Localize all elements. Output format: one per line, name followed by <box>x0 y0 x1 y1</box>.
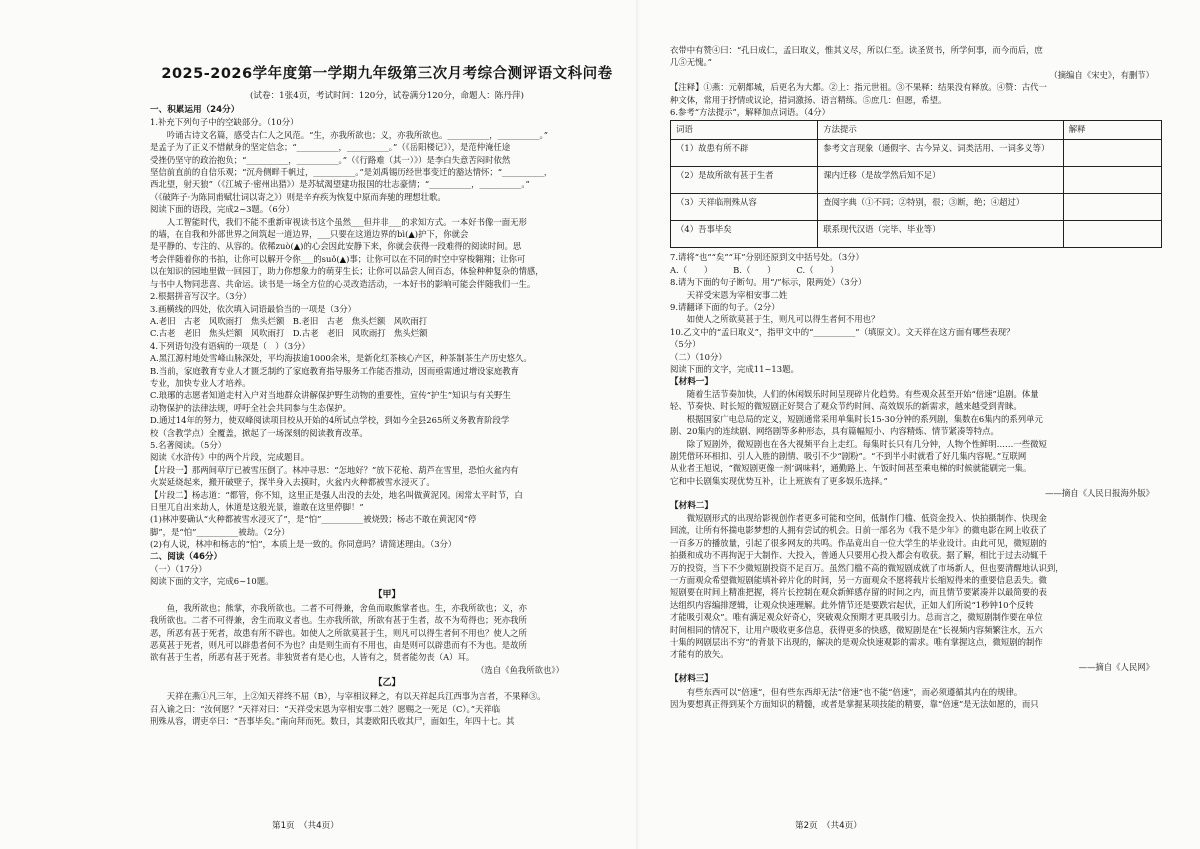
text-line: 3.画横线的四处，依次填入词语最恰当的一项是（3分） <box>150 303 356 314</box>
text-line: (2)有人说，林冲和杨志的“怕”，本质上是一致的。你同意吗？请简述理由。（3分） <box>150 539 457 550</box>
text-line: 衣带中有赞④曰：“孔曰成仁，孟曰取义，惟其义尽，所以仁至。读圣贤书，所学何事，而今而后，庶 <box>670 45 1043 55</box>
method-table-row <box>671 167 1162 194</box>
text-line: C.琅琊的志愿者知道走村入户对当地群众讲解保护野生动物的重要性，宣传“护生”知识与有关野生 <box>150 390 511 401</box>
section-heading: 二、阅读（46分） <box>150 551 223 562</box>
method-table-header-cell: 方法提示 <box>818 121 1064 140</box>
text-line: 刑殊从容，谓吏卒曰：“吾事毕矣。”南向拜而死。数日，其妻欧阳氏收其尸，面如生，年四十七。其 <box>150 716 515 727</box>
text-line: 动物保护的法律法规，呼吁全社会共同参与生态保护。 <box>150 402 351 413</box>
text-line: 【片段一】那两间草厅已被雪压倒了。林冲寻思：“怎地好？”放下花枪、葫芦在雪里，恐怕火盆内有 <box>150 464 519 475</box>
method-table-answer-cell[interactable] <box>1063 194 1161 221</box>
text-line: 召入谕之曰：“汝何愿？”天祥对曰：“天祥受宋恩为宰相安事二姓？愿赐之一死足（C）。”天祥临 <box>150 703 501 714</box>
text-line: （一）（17分） <box>150 564 207 575</box>
text-line: 考会伴随着你的书拍，让你可以解开令你___的suǒ(▲)事；让你可以在不同的时空中穿梭翱翔；让你可 <box>150 253 526 264</box>
text-line: 恶，所恶有甚于死者，故患有所不辟也。如使人之所欲莫甚于生，则凡可以得生者何不用也？使人之所 <box>150 627 527 638</box>
method-table-header-cell: 词语 <box>671 121 818 140</box>
method-table-cell: 查阅字典（①不同；②特别，很；③断，绝；④超过） <box>818 194 1064 221</box>
page-2-content-bottom <box>670 251 1162 710</box>
text-line: （5分） <box>670 339 701 350</box>
text-line: 根据国家广电总局的定义，短剧通常采用单集时长15-30分钟的系列剧，集数在6集内的系列单元 <box>670 413 1043 424</box>
text-line: 才能吸引观众”。唯有满足观众好奇心，突破观众预期才更具吸引力。总而言之，微短剧制作要在单位 <box>670 612 1043 623</box>
text-line: 【片段二】杨志道：“都管，你不知，这里正是强人出没的去处，地名叫做黄泥冈。闲常太平时节，白 <box>150 489 523 500</box>
text-line: 一方面观众希望微短剧能填补碎片化的时间，另一方面观众不愿将载片长缩短得来的重要信息丢失。微 <box>670 575 1047 585</box>
section-heading: 【材料二】 <box>670 500 713 511</box>
text-line: 拍摄和成功不再拘泥于大制作、大投入，普通人只要用心投入都会有收获。据了解，相比于过去动辄千 <box>670 550 1047 561</box>
text-line: 4.下列语句没有语病的一项是（ ）（3分） <box>150 340 310 351</box>
text-line: 鱼，我所欲也；熊掌，亦我所欲也。二者不可得兼，舍鱼而取熊掌者也。生，亦我所欲也；义，亦 <box>150 602 527 613</box>
method-table-row <box>671 140 1162 167</box>
section-heading: 【材料一】 <box>670 376 713 387</box>
page-1-content <box>150 104 624 728</box>
text-line: 万的投资，当下不少微短剧投资不足百万。虽然门槛不高的微短剧成就了市场新人，但也要清醒地认识到， <box>670 562 1064 573</box>
text-line: 西北望，射天狼”（《江城子·密州出猎》）是苏轼渴望建功报国的壮志豪情；“__________，__________。” <box>150 179 530 190</box>
method-table-cell: 联系现代汉语（完毕、毕业等） <box>818 221 1064 248</box>
text-line: 人工智能时代，我们不能不重新审视读书这个虽然___但并非___的求知方式。一本好书像一面无形 <box>150 216 527 227</box>
text-line: 9.请翻译下面的句子。（2分） <box>670 302 780 313</box>
method-table-cell: 参考文言现象（通假字、古今异义、词类活用、一词多义等） <box>818 140 1064 167</box>
section-heading: 【材料三】 <box>670 674 713 685</box>
method-table-cell: （4）吾事毕矣 <box>671 221 818 248</box>
text-line: 日里兀自出来劫人，休道是这般光景，谁敢在这里停脚！” <box>150 502 364 512</box>
method-table-row <box>671 221 1162 248</box>
page-2-footer: 第2页 （共4页） <box>795 821 862 831</box>
text-line: 因为要想真正得到某个方面知识的精髓，或者是掌握某项技能的精要，靠“倍速”是无法如愿的，而只 <box>670 699 1039 710</box>
method-table-header <box>671 121 1162 140</box>
text-line: 欲有甚于生者，所恶有甚于死者。非独贤者有是心也，人皆有之，贤者能勿丧（A）耳。 <box>150 652 475 663</box>
text-line: 十集的网剧层出不穷”的背景下出现的，解决的是观众快速观影的需求。唯有掌握这点，微短剧的制作 <box>670 637 1043 648</box>
text-line: A.黑江源村地处雪峰山脉深处，平均海拔逾1000余米，是新化红茶核心产区，种茶制茶生产历史悠久。 <box>150 353 532 364</box>
exam-subtitle: (试卷：1张4页，考试时间：120分，试卷满分120分，命题人：陈丹萍) <box>250 91 524 101</box>
text-line: A.老旧 古老 风吹雨打 焦头烂额 B.老旧 古老 焦头烂额 风吹雨打 <box>150 315 428 326</box>
text-line: 吟诵古诗文名篇，感受古仁人之风范。“生，亦我所欲也；义，亦我所欲也。__________，__________。” <box>150 129 548 140</box>
text-line: 的墙，在自我和外部世界之间筑起一道边界，___只要在这道边界的bì(▲)护下，你就会 <box>150 229 469 240</box>
text-line: 微短剧形式的出现给影视创作者更多可能和空间，低制作门槛、低资金投入、快拍摄制作、快现金 <box>670 512 1047 523</box>
text-line: 回流，让所有怀揣电影梦想的人拥有尝试的机会。日前一部名为《我不是少年》的微电影在网上收获了 <box>670 525 1047 536</box>
source-note: （选自《鱼我所欲也》） <box>476 664 564 675</box>
passage-marker: 【甲】 <box>373 589 401 600</box>
text-line: 剧、20集内的连续剧、网络剧等多种形态，具有篇幅短小、内容精炼、情节紧凑等特点。 <box>670 426 999 437</box>
text-line: 专业，加快专业人才培养。 <box>150 377 251 388</box>
text-line: 几⑤无愧。” <box>670 57 712 68</box>
text-line: 脚”，是“怕”__________被劫。（2分） <box>150 526 290 537</box>
source-note: ——摘自《人民日报海外版》 <box>1045 488 1154 499</box>
text-line: 达组织内容编排逻辑，让观众快速理解。此外情节还是要跌宕起伏，正如人们所说“1秒钟10个反转 <box>670 599 1034 610</box>
text-line: 10.乙文中的“孟曰取义”，指甲文中的“__________”（填原文）。文天祥在这方面有哪些表现？ <box>670 326 1015 337</box>
text-line: 6.参考“方法提示”，解释加点词语。（4分） <box>670 107 831 118</box>
exam-title: 2025-2026学年度第一学期九年级第三次月考综合测评语文科问卷 <box>161 66 613 82</box>
text-line: 与书中人物同悲喜、共命运。读书是一场全方位的心灵改造活动，一本好书的影响可能会伴随我们一生。 <box>150 278 536 289</box>
text-line: （二）（10分） <box>670 351 727 362</box>
text-line: 阅读下面的文字，完成6~10题。 <box>150 576 274 587</box>
method-table <box>670 120 1162 248</box>
text-line: 【注释】①燕：元朝都城，后更名为大都。②上：指元世祖。③不果释：结果没有释放。④赞：古代一 <box>670 82 1047 93</box>
method-table-cell: （2）是故所欲有甚于生者 <box>671 167 818 194</box>
text-line: 随着生活节奏加快，人们的休闲娱乐时间呈现碎片化趋势。有些观众甚至开始“倍速”追剧。体量 <box>670 388 1039 399</box>
text-line: D.通过14年的努力，使双峰阅读项目校从开始的4所试点学校，到如今全县265所义务教育阶段学 <box>150 415 510 426</box>
text-line: 如使人之所欲莫甚于生，则凡可以得生者何不用也？ <box>670 314 880 325</box>
text-line: B.当前，家庭教育专业人才匮乏制约了家庭教育指导服务工作能否推动，因而亟需通过增设家庭教育 <box>150 365 519 376</box>
method-table-header-cell: 解释 <box>1063 121 1161 140</box>
text-line: 阅读下面的语段，完成2~3题。（6分） <box>150 204 295 215</box>
method-table-answer-cell[interactable] <box>1063 167 1161 194</box>
method-table-row <box>671 194 1162 221</box>
text-line: 受挫仍坚守的政治抱负；“__________，__________。”（《行路难（其一）》）是李白失意苦闷时依然 <box>150 154 511 165</box>
section-heading: 一、积累运用（24分） <box>150 105 240 115</box>
text-line: 是孟子为了正义不惜献身的坚定信念；“__________，__________。”（《岳阳楼记》），是范仲淹任途 <box>150 142 511 153</box>
text-line: 除了短剧外，微短剧也在各大视频平台上走红。每集时长只有几分钟，人物个性鲜明……一些微短 <box>670 438 1047 449</box>
text-line: 轻、节奏快、时长短的微短剧正好契合了观众节约时间、高效娱乐的新需求，越来越受到青睐。 <box>670 401 1022 412</box>
text-line: 阅读《水浒传》中的两个片段，完成题目。 <box>150 452 310 463</box>
method-table-cell: （3）天祥临刑殊从容 <box>671 194 818 221</box>
method-table-answer-cell[interactable] <box>1063 221 1161 248</box>
page-1-footer: 第1页 （共4页） <box>272 821 339 831</box>
page-2-content-top <box>670 44 1162 118</box>
page-2 <box>640 0 1200 849</box>
text-line: 5.名著阅读。（5分） <box>150 439 227 450</box>
text-line: 2.根据拼音写汉字。（3分） <box>150 291 252 302</box>
text-line: 有些东西可以“倍速”，但有些东西却无法“倍速”也不能“倍速”，而必须遵循其内在的规律。 <box>670 686 1023 697</box>
text-line: 一百多万的播放量，引起了很多网友的共鸣。作品竟出自一位大学生的毕业设计。由此可见，微短剧的 <box>670 537 1047 548</box>
text-line: 种文体，常用于抒情或议论，措词激扬、语言精练。⑤庶几：但愿，希望。 <box>670 94 947 105</box>
passage-marker: 【乙】 <box>373 678 401 689</box>
text-line: 天祥受宋恩为宰相安事二姓 <box>670 289 788 300</box>
text-line: 剧凭借环环相扣、引人入胜的剧情、吸引不少“剧粉”。“不到半小时就看了好几集内容呢。”互联网 <box>670 450 1027 461</box>
text-line: 时间相同的情况下，让用户吸收更多信息，获得更多的快感，微短剧是在“长视频内容频繁注水，五六 <box>670 624 1043 635</box>
text-line: (1)林冲要确认“火种都被雪水浸灭了”，是“怕”__________被烧毁；杨志不敢在黄泥冈“停 <box>150 514 477 525</box>
text-line: A.（ ） B.（ ） C.（ ） <box>670 264 839 275</box>
method-table-cell: （1）故患有所不辟 <box>671 140 818 167</box>
text-line: 才能有的放矢。 <box>670 649 729 660</box>
text-line: 7.请将“也”“矣”“耳”分别还原到文中括号处。（3分） <box>670 252 864 263</box>
text-line: 恶莫甚于死者，则凡可以辟患者何不为也？由是则生而有不用也，由是则可以辟患而有不为也。是故所 <box>150 640 527 651</box>
text-line: （《破阵子·为陈同甫赋壮词以寄之》）则是辛弃疾为恢复中原而奔驰的理想壮歌。 <box>150 191 446 202</box>
text-line: 它和中长剧集实现优势互补，让上班族有了更多娱乐选择。” <box>670 475 888 486</box>
text-line: 天祥在燕①凡三年，上②知天祥终不屈（B），与宰相议释之，有以天祥起兵江西事为言者，不果释③。 <box>150 691 546 702</box>
text-line: 从业者王旭说，“微短剧更像一剂‘调味料’，通勤路上、午饭时间甚至乘电梯的时候就能刷完一集。 <box>670 463 1032 474</box>
text-line: C.古老 老旧 焦头烂额 风吹雨打 D.古老 老旧 风吹雨打 焦头烂额 <box>150 328 428 339</box>
text-line: 以在知识的园地里做一回园丁，助力你想象力的萌芽生长；让你可以品尝人间百态，体验种种复杂的情感， <box>150 266 544 277</box>
text-line: 火炭延烧起来，搬开破壁子，探半身入去摸时，火盆内火种都被雪水浸灭了。 <box>150 477 435 488</box>
text-line: 校（含教学点）全覆盖，掀起了一场深刻的阅读教育改革。 <box>150 427 368 438</box>
text-line: 坚信前直前的自信乐观；“沉舟侧畔千帆过，__________。”是刘禹锡历经世事变迁的豁达情怀；“__________， <box>150 167 553 178</box>
source-note: （摘编自《宋史》，有删节） <box>1049 69 1154 80</box>
method-table-answer-cell[interactable] <box>1063 140 1161 167</box>
text-line: 8.请为下面的句子断句。用“/”标示，限两处）（3分） <box>670 277 867 288</box>
text-line: 阅读下面的文字，完成11~13题。 <box>670 364 799 375</box>
method-table-cell: 课内迁移（是故学然后知不足） <box>818 167 1064 194</box>
text-line: 是平静的、专注的、从容的。依稀zuò(▲)的心会因此安静下来，你就会获得一段难得的阅读时间。思 <box>150 241 522 252</box>
source-note: ——摘自《人民网》 <box>1078 661 1154 672</box>
text-line: 我所欲也。二者不可得兼，舍生而取义者也。生亦我所欲，所欲有甚于生者，故不为苟得也；死亦我所 <box>150 615 527 626</box>
text-line: 短剧要在时间上精准把握，将片长控制在观众新鲜感存留的时间之内，而且情节要紧凑并以最简要的表 <box>670 587 1047 598</box>
text-line: 1.补充下列句子中的空缺部分。（10分） <box>150 117 299 128</box>
